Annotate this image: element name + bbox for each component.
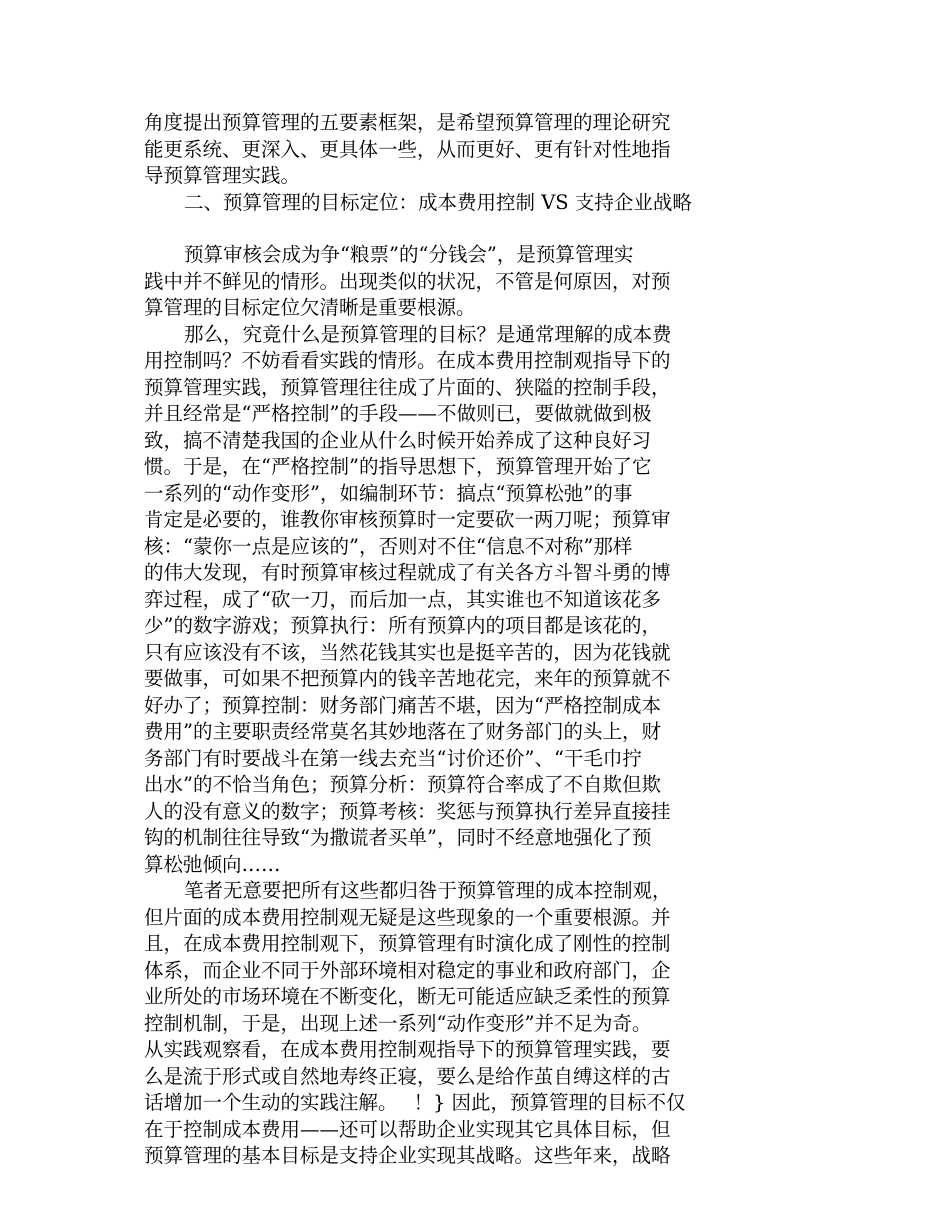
paragraph-line: 但片面的成本费用控制观无疑是这些现象的一个重要根源。并	[144, 905, 671, 929]
paragraph-line: 核：“蒙你一点是应该的”，否则对不住“信息不对称”那样	[144, 534, 633, 558]
intro-paragraph	[144, 110, 744, 190]
paragraph-line: 从实践观察看，在成本费用控制观指导下的预算管理实践，要	[144, 1038, 671, 1061]
paragraph-line: 导预算管理实践。	[144, 164, 301, 187]
paragraph-line: 预算审核会成为争“粮票”的“分钱会”，是预算管理实	[184, 243, 634, 266]
paragraph-line: 预算管理的基本目标是支持企业实现其战略。这些年来，战略	[144, 1144, 671, 1167]
paragraph-line: 笔者无意要把所有这些都归咎于预算管理的成本控制观，	[184, 879, 672, 902]
paragraph-line: 人的没有意义的数字；预算考核：奖惩与预算执行差异直接挂	[144, 799, 671, 823]
paragraph-line: 惯。于是，在“严格控制”的指导思想下，预算管理开始了它	[144, 455, 652, 478]
paragraph-line: 算松弛倾向……	[144, 852, 281, 876]
section-heading: 二、预算管理的目标定位：成本费用控制 VS 支持企业战略	[184, 190, 692, 214]
paragraph-line: 控制机制，于是，出现上述一系列“动作变形”并不足为奇。	[144, 1011, 652, 1035]
paragraph-1	[144, 242, 744, 322]
paragraph-line: 少”的数字游戏；预算执行：所有预算内的项目都是该花的，	[144, 614, 661, 637]
paragraph-line: 一系列的“动作变形”，如编制环节：搞点“预算松弛”的事	[144, 481, 633, 505]
paragraph-line: 且，在成本费用控制观下，预算管理有时演化成了刚性的控制	[144, 932, 671, 955]
paragraph-line: 务部门有时要战斗在第一线去充当“讨价还价”、“干毛巾拧	[144, 746, 642, 770]
paragraph-2	[144, 322, 744, 879]
spacer	[144, 216, 744, 242]
paragraph-line: 话增加一个生动的实践注解。 ！} 因此，预算管理的目标不仅	[144, 1091, 686, 1114]
paragraph-line: 肯定是必要的，谁教你审核预算时一定要砍一两刀呢；预算审	[144, 508, 671, 531]
paragraph-line: 的伟大发现，有时预算审核过程就成了有关各方斗智斗勇的博	[144, 561, 671, 584]
paragraph-line: 弈过程，成了“砍一刀，而后加一点，其实谁也不知道该花多	[144, 587, 661, 611]
document-body	[144, 110, 744, 1170]
paragraph-3	[144, 878, 744, 1170]
paragraph-line: 么是流于形式或自然地寿终正寝，要么是给作茧自缚这样的古	[144, 1064, 671, 1088]
paragraph-line: 用控制吗？不妨看看实践的情形。在成本费用控制观指导下的	[144, 349, 671, 372]
paragraph-line: 能更系统、更深入、更具体一些，从而更好、更有针对性地指	[144, 137, 671, 161]
paragraph-line: 业所处的市场环境在不断变化，断无可能适应缺乏柔性的预算	[144, 985, 671, 1008]
paragraph-line: 好办了；预算控制：财务部门痛苦不堪，因为“严格控制成本	[144, 693, 661, 717]
paragraph-line: 那么，究竟什么是预算管理的目标？是通常理解的成本费	[184, 322, 672, 346]
paragraph-line: 在于控制成本费用——还可以帮助企业实现其它具体目标，但	[144, 1117, 671, 1141]
paragraph-line: 出水”的不恰当角色；预算分析：预算符合率成了不自欺但欺	[144, 773, 661, 796]
paragraph-line: 并且经常是“严格控制”的手段——不做则已，要做就做到极	[144, 402, 652, 425]
paragraph-line: 预算管理实践，预算管理往往成了片面的、狭隘的控制手段，	[144, 375, 671, 399]
paragraph-line: 算管理的目标定位欠清晰是重要根源。	[144, 296, 476, 319]
paragraph-line: 角度提出预算管理的五要素框架，是希望预算管理的理论研究	[144, 111, 671, 134]
paragraph-line: 钩的机制往往导致“为撒谎者买单”，同时不经意地强化了预	[144, 826, 652, 849]
paragraph-line: 体系，而企业不同于外部环境相对稳定的事业和政府部门，企	[144, 958, 671, 982]
paragraph-line: 只有应该没有不该，当然花钱其实也是挺辛苦的，因为花钱就	[144, 640, 671, 664]
paragraph-line: 致，搞不清楚我国的企业从什么时候开始养成了这种良好习	[144, 428, 652, 452]
paragraph-line: 要做事，可如果不把预算内的钱辛苦地花完，来年的预算就不	[144, 667, 671, 690]
paragraph-line: 践中并不鲜见的情形。出现类似的状况，不管是何原因，对预	[144, 269, 671, 293]
paragraph-line: 费用”的主要职责经常莫名其妙地落在了财务部门的头上，财	[144, 720, 661, 743]
